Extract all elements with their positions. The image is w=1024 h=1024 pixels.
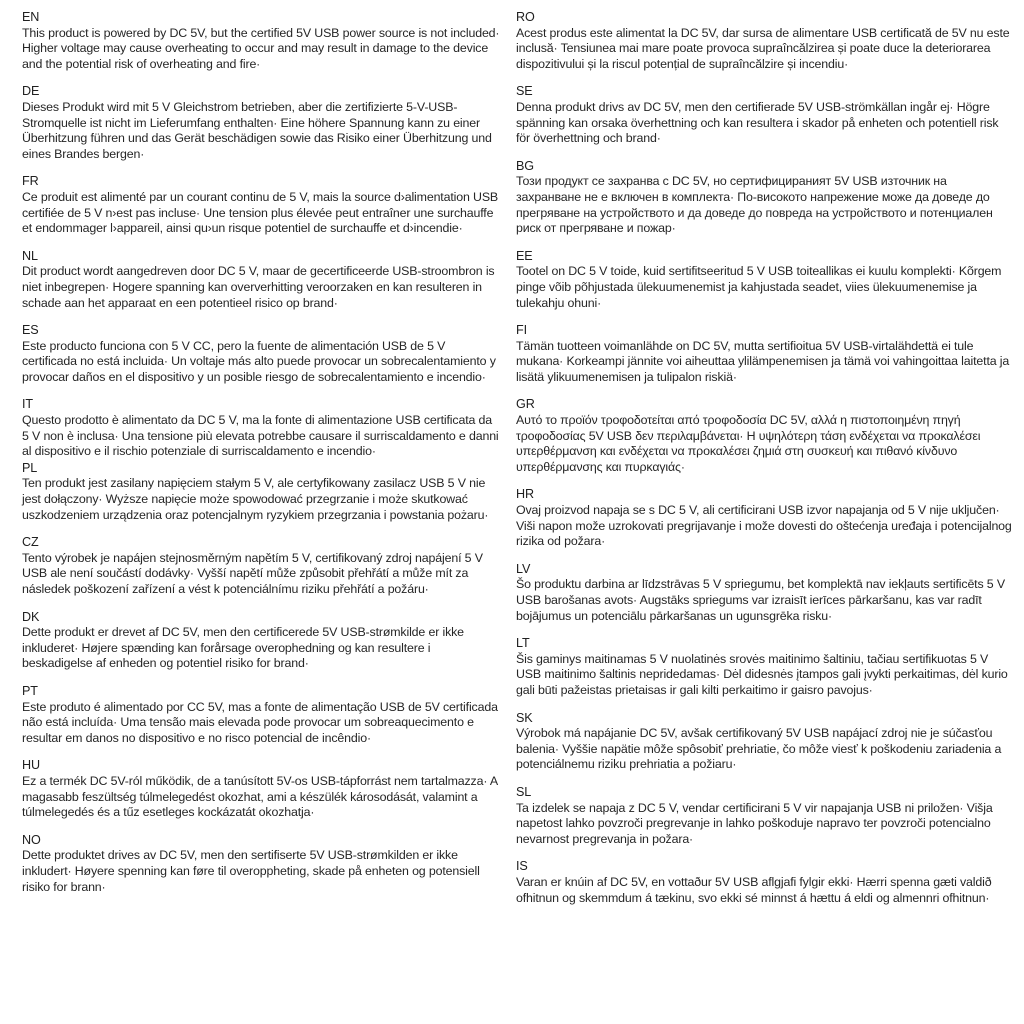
language-text: Αυτό το προϊόν τροφοδοτείται από τροφοδοσία DC 5V, αλλά η πιστοποιημένη πηγή τροφοδοσίας 5V USB δεν περιλαμβάνεται· Η υψηλότερη τάση ενδέχεται να προκαλέσει υπερθέρμανση και ενδέχεται να προκαλέσει ζημιά στη συσκευή και πιθανό κίνδυνο υπερθέρμανσης και πυρκαγιάς· [516,413,981,474]
language-section-es [22,323,502,385]
language-text: Denna produkt drivs av DC 5V, men den certifierade 5V USB-strömkällan ingår ej· Högre spänning kan orsaka överhettning och kan resultera i skador på enheten och potentiell risk för överhettning och brand· [516,99,999,146]
language-section-de [22,84,502,162]
language-section-it [22,397,502,459]
language-section-sl [516,785,1012,847]
language-text: Dette produktet drives av DC 5V, men den sertifiserte 5V USB-strømkilden er ikke inkludert· Høyere spenning kan føre til overoppheting, skade på enheten og potensiell risiko for brann· [22,848,480,894]
language-text: Ten produkt jest zasilany napięciem stałym 5 V, ale certyfikowany zasilacz USB 5 V nie jest dołączony· Wyższe napięcie może spowodować przegrzanie i może skutkować uszkodzeniem urządzenia oraz potencjalnym ryzykiem przegrzania i powstania pożaru· [22,476,489,522]
language-section-ro [516,10,1012,72]
language-section-sk [516,711,1012,773]
language-section-pl [22,461,502,523]
language-text: Dieses Produkt wird mit 5 V Gleichstrom betrieben, aber die zertifizierte 5-V-USB-Stromquelle ist nicht im Lieferumfang enthalten· Eine höhere Spannung kann zu einer Überhitzung führen und das Gerät beschädigen sowie das Risiko einer Überhitzung und eines Brandes bergen· [22,99,492,161]
language-text: Este produto é alimentado por CC 5V, mas a fonte de alimentação USB de 5V certificada não está incluída· Uma tensão mais elevada pode provocar um sobreaquecimento e resultar em danos no dispositivo e no risco potencial de incêndio· [22,699,498,745]
language-code: IT [22,397,33,412]
language-text: Varan er knúin af DC 5V, en vottaður 5V USB aflgjafi fylgir ekki· Hærri spenna gæti valdið ofhitnun og skemmdum á tækinu, svo ekki sé minnst á hættu á eldi og almennri ofhitnun· [516,874,992,905]
language-code: HR [516,487,534,502]
language-section-hr [516,487,1012,549]
language-section-ee [516,249,1012,311]
language-text: Tootel on DC 5 V toide, kuid sertifitseeritud 5 V USB toiteallikas ei kuulu komplekti· Kõrgem pinge võib põhjustada ülekuumenemist ja kahjustada seadet, viies ülekuumenemise ja tulekahju ohuni· [516,264,1002,310]
language-code: NO [22,832,41,847]
language-section-fi [516,323,1012,385]
language-text: Tämän tuotteen voimanlähde on DC 5V, mutta sertifioitua 5V USB-virtalähdettä ei tule mukana· Korkeampi jännite voi aiheuttaa ylilämpenemisen ja tämä voi vahingoittaa laitetta ja lisätä ylikuumenemisen ja tulipalon riskiä· [516,338,1010,384]
language-section-gr [516,397,1012,475]
language-text: Šo produktu darbina ar līdzstrāvas 5 V spriegumu, bet komplektā nav iekļauts sertificēts 5 V USB barošanas avots· Augstāks spriegums var izraisīt ierīces pārkaršanu, kas var radīt bojājumus un potenciālu pārkaršanas un ugunsgrēka risku· [516,577,1005,623]
language-code: IS [516,859,528,874]
language-code: BG [516,158,534,173]
language-section-fr [22,174,502,236]
language-code: EN [22,10,40,24]
language-section-lt [516,636,1012,698]
language-section-bg [516,159,1012,237]
language-text: Výrobok má napájanie DC 5V, avšak certifikovaný 5V USB napájací zdroj nie je súčasťou balenia· Vyššie napätie môže spôsobiť prehriatie, čo môže viesť k poškodeniu zariadenia a potenciálnemu riziku prehriatia a požiaru· [516,726,1002,772]
language-code: ES [22,323,39,338]
language-text: Този продукт се захранва с DC 5V, но сертифицираният 5V USB източник на захранване не е включен в комплекта· По-високото напрежение може да доведе до прегряване на устройството и да доведе до повреда на устройството и потенциален риск от прегряване и пожар· [516,174,993,236]
language-code: SE [516,84,533,99]
language-section-en [22,10,502,72]
language-code: SL [516,784,532,799]
language-code: EE [516,248,533,263]
language-section-cz [22,535,502,597]
language-code: DE [22,84,40,99]
language-code: FR [22,174,39,189]
language-section-no [22,833,502,895]
language-text: Acest produs este alimentat la DC 5V, dar sursa de alimentare USB certificată de 5V nu este inclusă· Tensiunea mai mare poate provoca supraîncălzirea și poate duce la deteriorarea dispozitivului și la riscul potențial de supraîncălzire și incendiu· [516,25,1010,71]
language-text: Tento výrobek je napájen stejnosměrným napětím 5 V, certifikovaný zdroj napájení 5 V USB ale není součástí dodávky· Vyšší napětí může způsobit přehřátí a může mít za následek poškození zařízení a vést k potenciálnímu riziku přehřátí a požáru· [22,550,483,596]
column-left [22,10,502,1016]
language-text: Dit product wordt aangedreven door DC 5 V, maar de gecertificeerde USB-stroombron is niet inbegrepen· Hogere spanning kan oververhitting veroorzaken en kan resulteren in schade aan het apparaat en een potentieel risico op brand· [22,264,495,310]
language-code: SK [516,710,533,725]
language-code: FI [516,323,527,338]
language-text: Questo prodotto è alimentato da DC 5 V, ma la fonte di alimentazione USB certificata da 5 V non è inclusa· Una tensione più elevata potrebbe causare il surriscaldamento e danni al dispositivo e il rischio potenziale di surriscaldamento e incendio· [22,413,499,459]
language-code: HU [22,758,40,773]
language-section-hu [22,758,502,820]
column-right [516,10,1012,1016]
language-code: GR [516,397,535,412]
language-text: Ce produit est alimenté par un courant continu de 5 V, mais la source d›alimentation USB certifiée de 5 V n›est pas incluse· Une tension plus élevée peut entraîner une surchauffe et endommager l›appareil, ainsi qu›un risque potentiel de surchauffe et d›incendie· [22,189,499,236]
language-text: This product is powered by DC 5V, but the certified 5V USB power source is not included· Higher voltage may cause overheating to occur and may result in damage to the device and the potential risk of overheating and fire· [22,25,500,71]
language-text: Ez a termék DC 5V-ról működik, de a tanúsított 5V-os USB-tápforrást nem tartalmazza· A magasabb feszültség túlmelegedést okozhat, ami a készülék károsodását, valamint a túlmelegedés és a tűz esetleges kockázatát okozhatja· [22,773,498,820]
language-section-pt [22,684,502,746]
language-section-dk [22,610,502,672]
language-text: Ta izdelek se napaja z DC 5 V, vendar certificirani 5 V vir napajanja USB ni priložen· Višja napetost lahko povzroči pregrevanje in lahko poškoduje napravo ter povzroči potencialno nevarnost pregrevanja in požara· [516,800,993,846]
language-section-lv [516,562,1012,624]
language-code: NL [22,248,38,263]
language-section-se [516,84,1012,146]
language-code: LV [516,561,531,576]
language-code: CZ [22,535,39,550]
language-code: PT [22,683,38,698]
language-code: DK [22,609,40,624]
language-code: RO [516,10,535,24]
language-code: LT [516,636,530,651]
language-text: Dette produkt er drevet af DC 5V, men den certificerede 5V USB-strømkilde er ikke inkluderet· Højere spænding kan forårsage overophedning og kan resultere i beskadigelse af enheden og potentiel risiko for brand· [22,625,464,671]
language-section-nl [22,249,502,311]
language-code: PL [22,460,38,475]
language-section-is [516,859,1012,906]
language-text: Este producto funciona con 5 V CC, pero la fuente de alimentación USB de 5 V certificada no está incluida· Un voltaje más alto puede provocar un sobrecalentamiento y provocar daños en el dispositivo y un posible riesgo de sobrecalentamiento e incendio· [22,338,496,384]
language-text: Ovaj proizvod napaja se s DC 5 V, ali certificirani USB izvor napajanja od 5 V nije uključen· Viši napon može uzrokovati pregrijavanje i može dovesti do oštećenja uređaja i potencijalnog rizika od požara· [516,503,1012,549]
language-text: Šis gaminys maitinamas 5 V nuolatinės srovės maitinimo šaltiniu, tačiau sertifikuotas 5 V USB maitinimo šaltinis nepridedamas· Dėl didesnės įtampos gali įvykti perkaitimas, dėl kurio gali būti pažeistas prietaisas ir gali kilti perkaitimo ir gaisro pavojus· [516,651,1008,697]
